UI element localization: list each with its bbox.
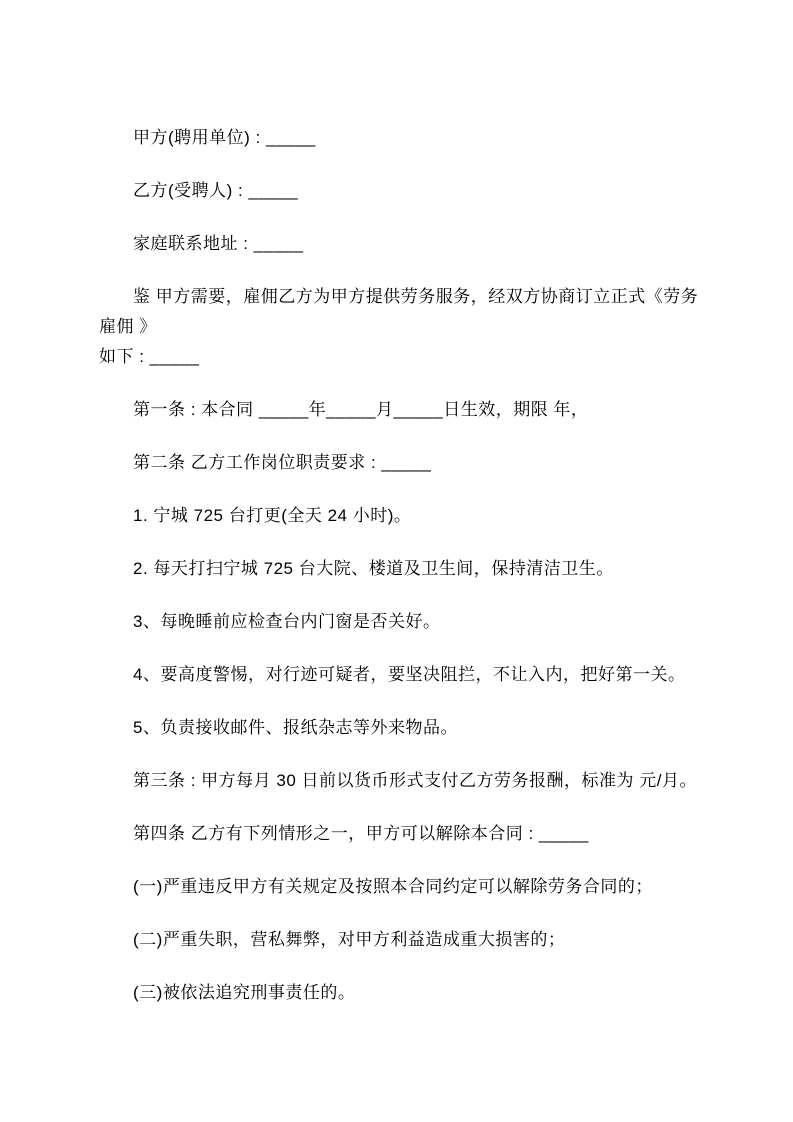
document-line: 家庭联系地址 : _____ (133, 234, 304, 253)
document-line: 如下 : _____ (99, 347, 200, 366)
document-line: (二)严重失职，营私舞弊，对甲方利益造成重大损害的； (133, 930, 566, 949)
document-line: 2. 每天打扫宁城 725 台大院、楼道及卫生间，保持清洁卫生。 (133, 559, 614, 578)
document-line: 第一条 : 本合同 _____年_____月_____日生效，期限 年， (133, 400, 589, 419)
document-line: 4、要高度警惕，对行迹可疑者，要坚决阻拦，不让入内，把好第一关。 (133, 665, 686, 684)
document-line: 第二条 乙方工作岗位职责要求 : _____ (133, 453, 432, 472)
document-line: 5、负责接收邮件、报纸杂志等外来物品。 (133, 718, 458, 737)
document-line: (三)被依法追究刑事责任的。 (133, 983, 356, 1002)
document-line: 1. 宁城 725 台打更(全天 24 小时)。 (133, 506, 412, 525)
document-line: 鉴 甲方需要，雇佣乙方为甲方提供劳务服务，经双方协商订立正式《劳务雇佣 》 (99, 287, 699, 336)
document-line: 乙方(受聘人) : _____ (133, 181, 299, 200)
document-line: 甲方(聘用单位) : _____ (133, 128, 316, 147)
document-line: 第三条 : 甲方每月 30 日前以货币形式支付乙方劳务报酬，标准为 元/月。 (133, 771, 697, 790)
document-line: 第四条 乙方有下列情形之一，甲方可以解除本合同 : _____ (133, 824, 589, 843)
document-line: (一)严重违反甲方有关规定及按照本合同约定可以解除劳务合同的； (133, 877, 653, 896)
document-line: 3、每晚睡前应检查台内门窗是否关好。 (133, 612, 441, 631)
